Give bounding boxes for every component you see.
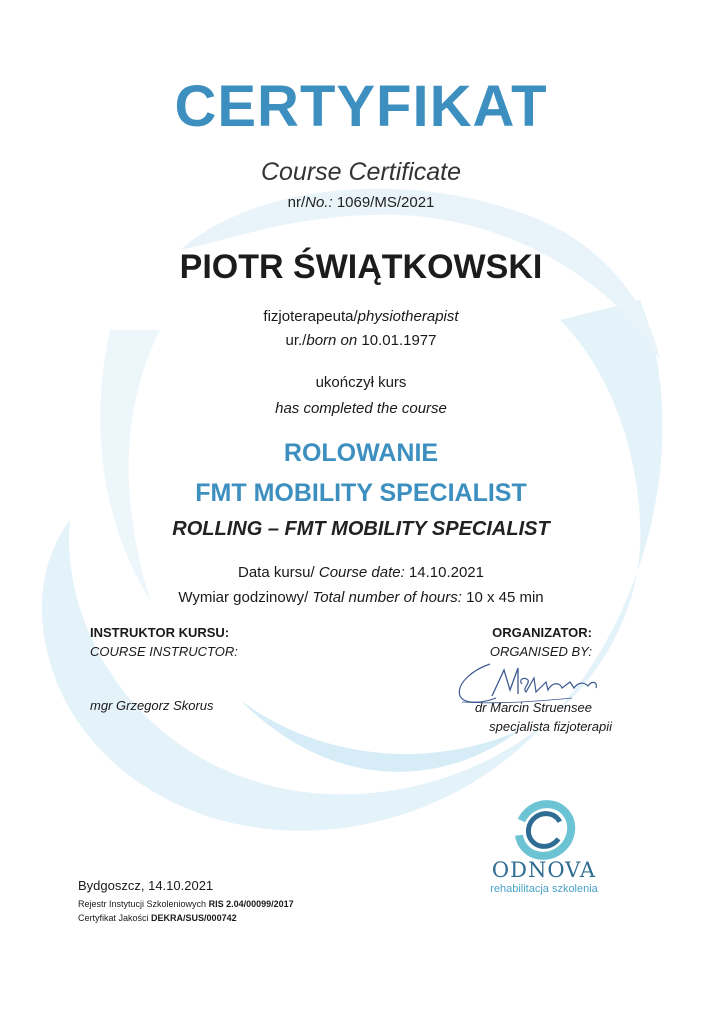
certificate-subtitle: Course Certificate bbox=[260, 158, 462, 186]
hours-value: 10 x 45 min bbox=[466, 589, 544, 606]
footer-registry bbox=[78, 897, 294, 911]
hours-label-en: Total number of hours: bbox=[312, 589, 462, 606]
hours-label-pl: Wymiar godzinowy/ bbox=[178, 589, 309, 606]
participant-name: PIOTR ŚWIĄTKOWSKI bbox=[179, 248, 543, 286]
organizer-title: specjalista fizjoterapii bbox=[489, 719, 612, 734]
date-label-pl: Data kursu/ bbox=[237, 564, 315, 581]
registry-value: RIS 2.04/00099/2017 bbox=[208, 899, 294, 909]
course-title-line1: ROLOWANIE bbox=[283, 439, 439, 467]
course-date bbox=[0, 563, 722, 583]
profession-pl: fizjoterapeuta/ bbox=[263, 308, 358, 325]
born-pl: ur./ bbox=[285, 332, 307, 349]
born-en: born on bbox=[306, 332, 358, 349]
number-value: 1069/MS/2021 bbox=[336, 194, 435, 211]
completion-en: has completed the course bbox=[275, 400, 447, 417]
logo-brand-text: ODNOVA bbox=[491, 858, 597, 882]
footer-quality bbox=[78, 911, 237, 925]
course-title-en: ROLLING – FMT MOBILITY SPECIALIST bbox=[172, 518, 550, 540]
certificate-title: CERTYFIKAT bbox=[174, 74, 548, 139]
course-title-line2: FMT MOBILITY SPECIALIST bbox=[195, 479, 527, 507]
instructor-name: mgr Grzegorz Skorus bbox=[90, 698, 214, 713]
organizer-label-pl: ORGANIZATOR: bbox=[492, 625, 592, 640]
odnova-logo-icon bbox=[505, 796, 585, 866]
instructor-label-pl: INSTRUKTOR KURSU: bbox=[90, 625, 230, 640]
footer-place-date: Bydgoszcz, 14.10.2021 bbox=[78, 878, 214, 893]
registry-label: Rejestr Instytucji Szkoleniowych bbox=[78, 899, 207, 909]
date-value: 14.10.2021 bbox=[408, 564, 484, 581]
organizer-name: dr Marcin Struensee bbox=[474, 700, 592, 715]
participant-birth bbox=[0, 331, 722, 351]
quality-label: Certyfikat Jakości bbox=[78, 913, 149, 923]
profession-en: physiotherapist bbox=[357, 308, 459, 325]
completion-pl: ukończył kurs bbox=[315, 374, 407, 391]
born-date: 10.01.1977 bbox=[361, 332, 437, 349]
certificate-number: nr/No.: 1069/MS/2021 bbox=[287, 194, 435, 211]
instructor-label-en: COURSE INSTRUCTOR: bbox=[90, 644, 238, 659]
participant-profession bbox=[0, 307, 722, 327]
number-label-en: No.: bbox=[305, 194, 333, 211]
date-label-en: Course date: bbox=[318, 564, 405, 581]
organizer-label-en: ORGANISED BY: bbox=[489, 644, 592, 659]
course-hours bbox=[0, 588, 722, 608]
quality-value: DEKRA/SUS/000742 bbox=[151, 913, 237, 923]
logo-tagline: rehabilitacja szkolenia bbox=[490, 883, 598, 895]
